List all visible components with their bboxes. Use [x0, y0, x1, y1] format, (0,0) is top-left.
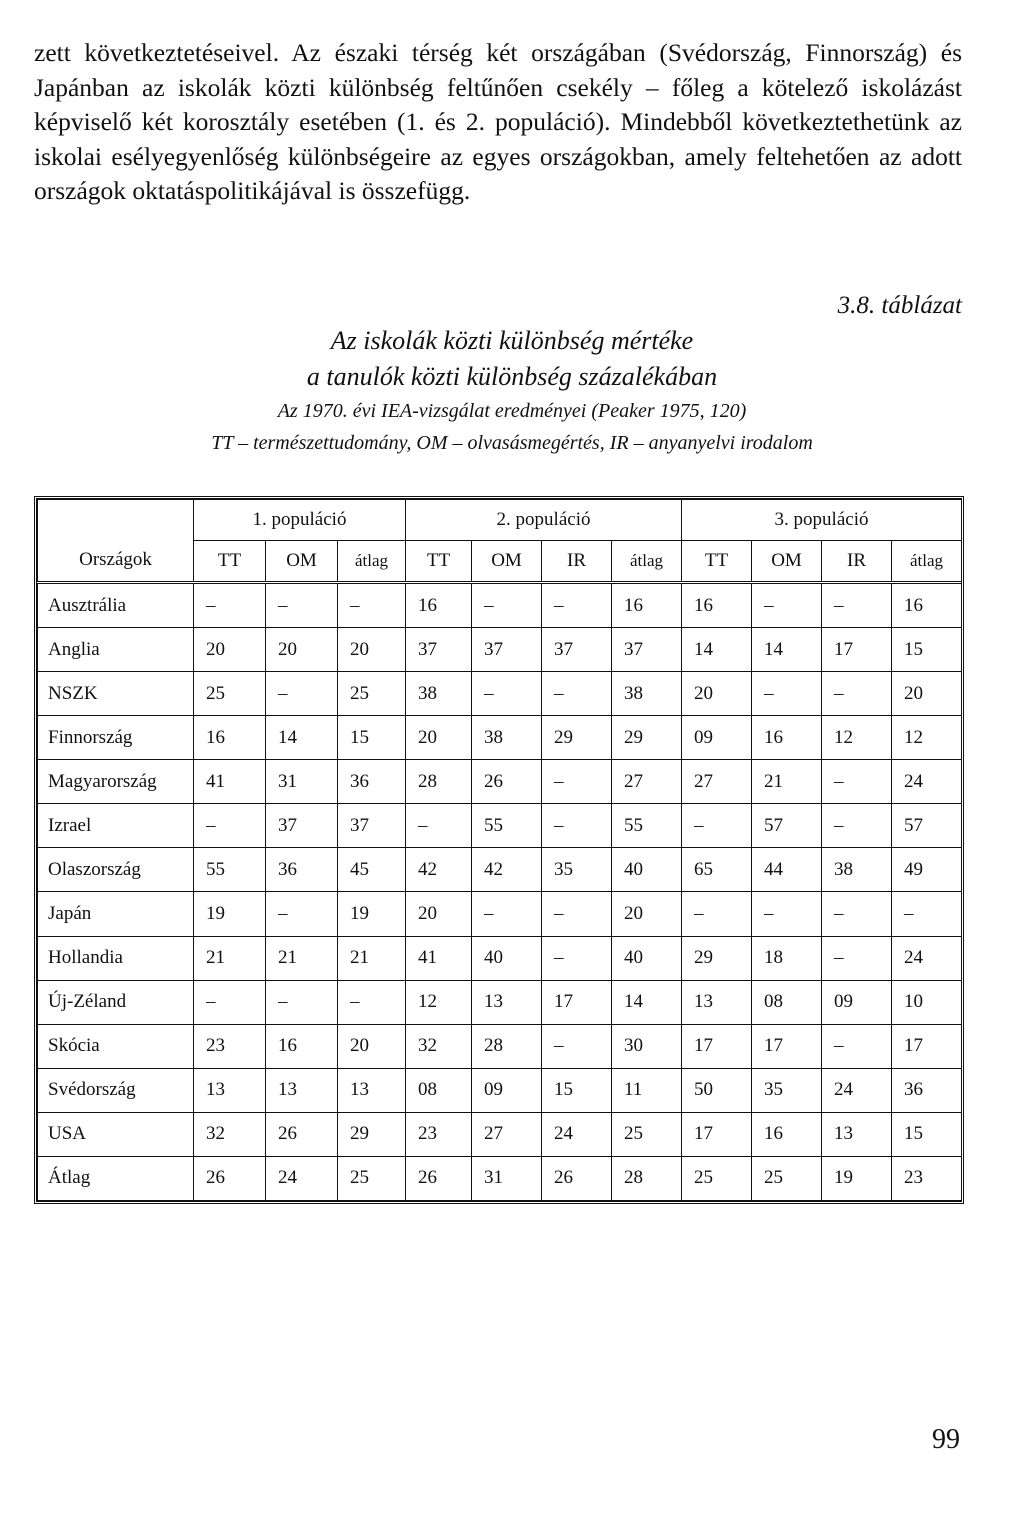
value-cell: 35: [752, 1068, 822, 1112]
value-cell: 42: [472, 848, 542, 892]
value-cell: 24: [822, 1068, 892, 1112]
value-cell: –: [822, 760, 892, 804]
value-cell: 38: [406, 672, 472, 716]
value-cell: 65: [682, 848, 752, 892]
value-cell: 16: [266, 1024, 338, 1068]
value-cell: 38: [612, 672, 682, 716]
value-cell: 38: [472, 716, 542, 760]
value-cell: –: [822, 804, 892, 848]
data-table: [37, 499, 962, 1201]
value-cell: 26: [266, 1112, 338, 1156]
table-row: [38, 1068, 962, 1112]
value-cell: 12: [406, 980, 472, 1024]
value-cell: –: [194, 804, 266, 848]
table-number: 3.8. táblázat: [837, 292, 962, 319]
value-cell: 37: [266, 804, 338, 848]
value-cell: 28: [612, 1156, 682, 1200]
group-header-1: 1. populáció: [194, 500, 406, 541]
value-cell: 23: [194, 1024, 266, 1068]
value-cell: 19: [822, 1156, 892, 1200]
country-cell: Svédország: [38, 1068, 194, 1112]
country-column-header: Országok: [38, 500, 194, 583]
data-table-frame: [34, 496, 964, 1204]
subheader-cell: TT: [682, 541, 752, 583]
value-cell: 20: [682, 672, 752, 716]
table-row: [38, 1112, 962, 1156]
value-cell: 08: [752, 980, 822, 1024]
value-cell: 16: [194, 716, 266, 760]
value-cell: –: [542, 936, 612, 980]
value-cell: –: [542, 583, 612, 628]
value-cell: –: [472, 672, 542, 716]
value-cell: 42: [406, 848, 472, 892]
value-cell: 21: [266, 936, 338, 980]
value-cell: 35: [542, 848, 612, 892]
value-cell: –: [682, 892, 752, 936]
value-cell: 16: [612, 583, 682, 628]
value-cell: 14: [682, 628, 752, 672]
table-title-line-1: Az iskolák közti különbség mértéke: [330, 326, 694, 355]
value-cell: –: [194, 583, 266, 628]
value-cell: 32: [194, 1112, 266, 1156]
table-row: [38, 628, 962, 672]
value-cell: 26: [542, 1156, 612, 1200]
value-cell: 16: [406, 583, 472, 628]
table-header: [38, 500, 962, 583]
value-cell: 32: [406, 1024, 472, 1068]
value-cell: 09: [472, 1068, 542, 1112]
value-cell: 30: [612, 1024, 682, 1068]
country-cell: Japán: [38, 892, 194, 936]
value-cell: –: [266, 583, 338, 628]
value-cell: 31: [472, 1156, 542, 1200]
value-cell: –: [752, 583, 822, 628]
value-cell: 29: [682, 936, 752, 980]
value-cell: 17: [682, 1024, 752, 1068]
country-cell: Ausztrália: [38, 583, 194, 628]
subheader-cell: OM: [266, 541, 338, 583]
value-cell: 21: [194, 936, 266, 980]
value-cell: –: [822, 672, 892, 716]
value-cell: –: [822, 936, 892, 980]
value-cell: 27: [612, 760, 682, 804]
value-cell: 23: [892, 1156, 962, 1200]
value-cell: 09: [822, 980, 892, 1024]
subheader-cell: OM: [472, 541, 542, 583]
value-cell: 49: [892, 848, 962, 892]
value-cell: 55: [194, 848, 266, 892]
value-cell: 29: [542, 716, 612, 760]
table-row: [38, 760, 962, 804]
value-cell: 25: [338, 672, 406, 716]
value-cell: 28: [406, 760, 472, 804]
subheader-cell: TT: [406, 541, 472, 583]
value-cell: 13: [266, 1068, 338, 1112]
value-cell: –: [752, 672, 822, 716]
country-cell: Új-Zéland: [38, 980, 194, 1024]
subheader-cell: átlag: [338, 541, 406, 583]
value-cell: –: [338, 980, 406, 1024]
value-cell: –: [266, 980, 338, 1024]
value-cell: 29: [612, 716, 682, 760]
value-cell: 09: [682, 716, 752, 760]
country-cell: Skócia: [38, 1024, 194, 1068]
value-cell: 13: [822, 1112, 892, 1156]
subheader-cell: TT: [194, 541, 266, 583]
value-cell: 45: [338, 848, 406, 892]
value-cell: 24: [266, 1156, 338, 1200]
value-cell: 25: [682, 1156, 752, 1200]
subheader-cell: IR: [822, 541, 892, 583]
country-cell: Olaszország: [38, 848, 194, 892]
value-cell: –: [542, 1024, 612, 1068]
table-row: [38, 804, 962, 848]
value-cell: 18: [752, 936, 822, 980]
value-cell: 37: [612, 628, 682, 672]
value-cell: –: [472, 583, 542, 628]
value-cell: 08: [406, 1068, 472, 1112]
value-cell: –: [822, 1024, 892, 1068]
value-cell: 26: [194, 1156, 266, 1200]
value-cell: –: [822, 892, 892, 936]
value-cell: 36: [266, 848, 338, 892]
value-cell: 13: [682, 980, 752, 1024]
value-cell: 50: [682, 1068, 752, 1112]
value-cell: 17: [892, 1024, 962, 1068]
value-cell: 40: [612, 936, 682, 980]
value-cell: –: [542, 804, 612, 848]
value-cell: –: [892, 892, 962, 936]
value-cell: –: [194, 980, 266, 1024]
value-cell: 36: [338, 760, 406, 804]
value-cell: 19: [338, 892, 406, 936]
value-cell: 24: [892, 936, 962, 980]
value-cell: 37: [406, 628, 472, 672]
value-cell: 21: [338, 936, 406, 980]
value-cell: 11: [612, 1068, 682, 1112]
table-row: [38, 980, 962, 1024]
value-cell: 15: [542, 1068, 612, 1112]
value-cell: 12: [822, 716, 892, 760]
value-cell: 16: [752, 716, 822, 760]
value-cell: 20: [338, 628, 406, 672]
value-cell: –: [472, 892, 542, 936]
value-cell: 26: [472, 760, 542, 804]
value-cell: 40: [472, 936, 542, 980]
country-cell: Hollandia: [38, 936, 194, 980]
country-cell: Anglia: [38, 628, 194, 672]
table-title-line-2: a tanulók közti különbség százalékában: [306, 362, 718, 391]
value-cell: 17: [822, 628, 892, 672]
page-number: 99: [932, 1424, 960, 1455]
value-cell: 38: [822, 848, 892, 892]
value-cell: 25: [752, 1156, 822, 1200]
value-cell: 19: [194, 892, 266, 936]
value-cell: 20: [338, 1024, 406, 1068]
value-cell: 25: [338, 1156, 406, 1200]
value-cell: 15: [338, 716, 406, 760]
value-cell: 40: [612, 848, 682, 892]
value-cell: 16: [892, 583, 962, 628]
value-cell: –: [682, 804, 752, 848]
subheader-cell: OM: [752, 541, 822, 583]
country-cell: Izrael: [38, 804, 194, 848]
value-cell: 55: [612, 804, 682, 848]
value-cell: 17: [542, 980, 612, 1024]
value-cell: 20: [406, 716, 472, 760]
value-cell: 25: [612, 1112, 682, 1156]
value-cell: 29: [338, 1112, 406, 1156]
value-cell: –: [266, 892, 338, 936]
value-cell: 36: [892, 1068, 962, 1112]
value-cell: 28: [472, 1024, 542, 1068]
value-cell: 20: [406, 892, 472, 936]
value-cell: 21: [752, 760, 822, 804]
value-cell: 20: [266, 628, 338, 672]
value-cell: 12: [892, 716, 962, 760]
table-row: [38, 1024, 962, 1068]
value-cell: 20: [612, 892, 682, 936]
value-cell: 24: [892, 760, 962, 804]
value-cell: –: [266, 672, 338, 716]
value-cell: 57: [892, 804, 962, 848]
value-cell: 16: [682, 583, 752, 628]
value-cell: –: [542, 672, 612, 716]
country-cell: Átlag: [38, 1156, 194, 1200]
table-legend: TT – természettudomány, OM – olvasásmegértés, IR – anyanyelvi irodalom: [211, 432, 813, 454]
value-cell: 26: [406, 1156, 472, 1200]
group-header-2: 2. populáció: [406, 500, 682, 541]
table-source: Az 1970. évi IEA-vizsgálat eredményei (Peaker 1975, 120): [277, 400, 747, 422]
value-cell: 44: [752, 848, 822, 892]
subheader-cell: átlag: [612, 541, 682, 583]
group-header-3: 3. populáció: [682, 500, 962, 541]
table-row: [38, 716, 962, 760]
value-cell: 17: [682, 1112, 752, 1156]
value-cell: 14: [752, 628, 822, 672]
value-cell: 15: [892, 1112, 962, 1156]
value-cell: 55: [472, 804, 542, 848]
value-cell: 13: [338, 1068, 406, 1112]
value-cell: –: [822, 583, 892, 628]
value-cell: –: [542, 892, 612, 936]
value-cell: –: [406, 804, 472, 848]
value-cell: 20: [194, 628, 266, 672]
value-cell: 23: [406, 1112, 472, 1156]
country-cell: Finnország: [38, 716, 194, 760]
country-cell: NSZK: [38, 672, 194, 716]
value-cell: –: [542, 760, 612, 804]
country-cell: Magyarország: [38, 760, 194, 804]
value-cell: 15: [892, 628, 962, 672]
value-cell: 27: [472, 1112, 542, 1156]
value-cell: 16: [752, 1112, 822, 1156]
value-cell: 37: [472, 628, 542, 672]
country-cell: USA: [38, 1112, 194, 1156]
value-cell: 41: [194, 760, 266, 804]
value-cell: 13: [472, 980, 542, 1024]
value-cell: 37: [338, 804, 406, 848]
value-cell: 25: [194, 672, 266, 716]
table-row: [38, 848, 962, 892]
value-cell: 37: [542, 628, 612, 672]
value-cell: 20: [892, 672, 962, 716]
table-row: [38, 892, 962, 936]
table-row: [38, 583, 962, 628]
value-cell: 24: [542, 1112, 612, 1156]
value-cell: 13: [194, 1068, 266, 1112]
subheader-cell: átlag: [892, 541, 962, 583]
value-cell: 10: [892, 980, 962, 1024]
value-cell: –: [752, 892, 822, 936]
table-row: [38, 1156, 962, 1200]
value-cell: –: [338, 583, 406, 628]
value-cell: 31: [266, 760, 338, 804]
body-paragraph: zett következtetéseivel. Az északi térség két országában (Svédország, Finnország) és Japánban az iskolák közti különbség feltűnően csekély – főleg a kötelező iskolázást képviselő két korosztály esetében (1. és 2. populáció). Mindebből következtethetünk az iskolai esélyegyenlőség különbségeire az egyes országokban, amely feltehetően az adott országok oktatáspolitikájával is összefügg.: [34, 38, 962, 205]
table-body: [38, 583, 962, 1201]
value-cell: 41: [406, 936, 472, 980]
subheader-cell: IR: [542, 541, 612, 583]
table-row: [38, 936, 962, 980]
value-cell: 14: [612, 980, 682, 1024]
table-row: [38, 672, 962, 716]
value-cell: 17: [752, 1024, 822, 1068]
value-cell: 27: [682, 760, 752, 804]
value-cell: 14: [266, 716, 338, 760]
value-cell: 57: [752, 804, 822, 848]
